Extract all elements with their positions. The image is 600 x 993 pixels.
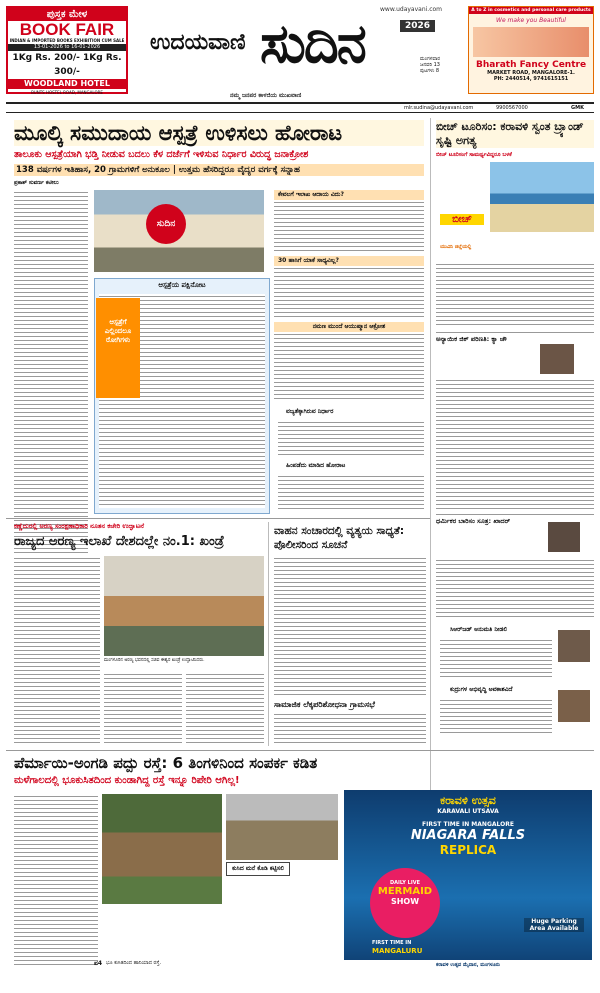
site-url[interactable]: www.udayavani.com bbox=[380, 6, 443, 13]
quote1-head: ವಜ್ಯತೆಕ್ಕಾಗಿರುವ ನಿರ್ಧಾರ bbox=[286, 408, 334, 415]
book-fair-dates: 13-01-2026 to 16-01-2026 bbox=[8, 44, 126, 51]
side-q3: ನಮಣ ಮುಂದೆ ಆಯುಷ್ಮಾನ ಆಕ್ರೋಶ bbox=[274, 322, 424, 332]
tagline: ನಮ್ಮ ಜನಪರ ಕಾಳಜಿಯ ಮುಖವಾಣಿ bbox=[230, 92, 302, 99]
first-time-in: FIRST TIME IN bbox=[372, 940, 412, 946]
masthead-bar bbox=[6, 102, 594, 113]
side-q2: 30 ಹಾಸಿಗೆ ಯಾಕೆ ಸಾಧ್ಯವಿಲ್ಲ? bbox=[274, 256, 424, 266]
side-q1-text bbox=[274, 200, 424, 252]
right-text2 bbox=[436, 378, 594, 510]
portrait-2 bbox=[548, 522, 580, 552]
right-text3 bbox=[436, 558, 594, 618]
story2-kicker: ಕಣ್ಣೆದುರಲ್ಲಿ ಅರಣ್ಯ ಸಂರಕ್ಷಣಾಧಿಕಾರಿ ನೂತನ ಕಚೇರಿ ಉದ್ಘಾಟನೆ bbox=[14, 522, 144, 530]
portrait-3 bbox=[558, 630, 590, 662]
quote-b-text bbox=[440, 698, 552, 734]
story4-box: ಕುಸಿದ ಮನೆ ಕೊಡಿ ಕಟ್ಟಿಸಲಿ bbox=[226, 862, 290, 876]
mermaid-text: MERMAID bbox=[377, 886, 433, 897]
book-fair-price: 1Kg Rs. 200/- 1Kg Rs. 300/- bbox=[12, 53, 122, 77]
ad-script: We make you Beautiful bbox=[496, 17, 566, 24]
book-fair-ad[interactable] bbox=[6, 6, 128, 94]
story4-caption: ಭೂ ಕುಸಿತದಿಂದ ಹಾನಿಯಾದ ರಸ್ತೆ. bbox=[106, 960, 162, 966]
right-subhead: ಬೀಚ್ ಟೂರಿಸಂಗೆ ಸಾಮರ್ಥ್ಯವಿದ್ದರೂ ಬಳಕೆ bbox=[436, 152, 512, 158]
story2-text-b bbox=[104, 672, 182, 746]
book-fair-venue: WOODLAND HOTEL bbox=[8, 79, 126, 89]
story3-text bbox=[274, 556, 426, 696]
story4-text bbox=[14, 794, 98, 966]
date-date: ಜನವರಿ 13 bbox=[420, 62, 440, 68]
quote-a-text bbox=[440, 638, 552, 678]
ad-top-line: A to Z in cosmetics and personal care products bbox=[469, 7, 593, 14]
mermaid-badge bbox=[370, 868, 440, 938]
first-time-line: FIRST TIME IN MANGALORE bbox=[422, 821, 514, 828]
right-byline: ಯುವಿನಿ ಜಿಲ್ಲೆಯಲ್ಲಿ bbox=[440, 244, 472, 250]
gmk-mark: GMK bbox=[571, 105, 584, 111]
story3-subhead: ಸಾಮಾಜಿಕ ಲೆಕ್ಕಪರಿಶೋಧನಾ ಗ್ರಾಮಸಭೆ bbox=[274, 700, 375, 709]
lead-byline: ಪ್ರಕಾಶ್ ಸುವರ್ಣ ಕಟೀಲು bbox=[14, 180, 59, 186]
ad-footer: ಕರಾವಳಿ ಉತ್ಸವ ಮೈದಾನ, ಮಂಗಳೂರು bbox=[344, 960, 592, 970]
ad-phone: PH: 2440514, 9741615151 bbox=[493, 76, 569, 82]
karavali-title-en: KARAVALI UTSAVA bbox=[437, 808, 499, 815]
quote1-text bbox=[278, 420, 424, 458]
replica-text: REPLICA bbox=[439, 843, 497, 857]
beach-tag: ಬೀಚ್ bbox=[440, 214, 484, 225]
portrait-4 bbox=[558, 690, 590, 722]
city: MANGALURU bbox=[372, 947, 423, 955]
right-text1 bbox=[436, 262, 594, 328]
fact-box-heading: ಆಸ್ಪತ್ರೆಯ ಪಕ್ಷಿನೋಟ bbox=[158, 281, 206, 289]
sudina-logo-badge: ಸುದಿನ bbox=[146, 204, 186, 244]
show-text: SHOW bbox=[390, 897, 420, 906]
section-rule-2 bbox=[6, 750, 594, 751]
bharath-fancy-ad[interactable] bbox=[468, 6, 594, 94]
karavali-ad[interactable] bbox=[344, 790, 592, 970]
paper-name-small: ಉದಯವಾಣಿ bbox=[150, 30, 246, 55]
date-pages: ಪುಟಗಳು 8 bbox=[420, 68, 440, 74]
beach-photo bbox=[490, 162, 594, 232]
niagara-text: NIAGARA FALLS bbox=[410, 828, 526, 843]
section-rule-1 bbox=[6, 518, 430, 519]
paper-name: ಸುದಿನ bbox=[260, 12, 365, 75]
right-headline: ಬೀಚ್ ಟೂರಿಸಂ: ಕರಾವಳಿ ಸ್ವಂತ ಬ್ರ್ಯಾಂಡ್ ಸೃಷ್ಟಿ ಅಗತ್ಯ bbox=[436, 120, 594, 148]
lead-strap: 138 ವರ್ಷಗಳ ಇತಿಹಾಸ, 20 ಗ್ರಾಮಗಳಿಗೆ ಅನುಕೂಲ | ಉತ್ತಮ ಹೆಸರಿದ್ದರೂ ವೈದ್ಯರ ವರ್ಗಕ್ಕೆ ಸನ್ನಾಹ bbox=[14, 164, 424, 176]
ad-image bbox=[473, 27, 589, 57]
dharmika-head: ಧರ್ಮಿಕರ ಬಾರಿಸಂ ಸೂತ್ರ: ಖಾದರ್ bbox=[436, 514, 594, 526]
story2-caption: ಮಂಗಳೂರಿನ ಅರಣ್ಯ ಭವನದಲ್ಲಿ ಸಚಿವ ಈಶ್ವರ ಖಂಡ್ರೆ ಉದ್ಘಾಟಿಸಿದರು. bbox=[104, 658, 205, 663]
ad-name: Bharath Fancy Centre bbox=[475, 60, 587, 70]
parking-text: Huge Parking Area Available bbox=[524, 918, 584, 932]
side-q1: ಕೇವಲಗೆ ಇಲಾಖ ಆದಾಯ ವಿದು? bbox=[274, 190, 424, 200]
story4-subhead: ಮಳೆಗಾಲದಲ್ಲಿ ಭೂಕುಸಿತದಿಂದ ಕುಂಡಾಗಿದ್ದ ರಸ್ತೆ ಇನ್ನೂ ರಿಪೇರಿ ಆಗಿಲ್ಲ! bbox=[14, 775, 240, 786]
story2-photo bbox=[104, 556, 264, 656]
story2-text-a bbox=[14, 556, 100, 746]
highlight-box: ಆಸ್ಪತ್ರೆಗೆ ಎಲ್ಲಿಂದಲೂ ರೋಗಿಗಳು bbox=[96, 298, 140, 398]
right-box-head: ಅನ್ಯಾಯಿಕ ಜಿಕ್ ಪರಿಣತಿ: ಕ್ಯಾ ಚೌ bbox=[436, 332, 594, 344]
ad-address: MARKET ROAD, MANGALORE-1. bbox=[487, 70, 575, 76]
quote-b: ಕುದ್ರುಗಳ ಅಭಿವೃದ್ಧಿ ಅವಕಾಶವಿದೆ bbox=[450, 686, 513, 693]
phone: 9900567000 bbox=[496, 105, 528, 111]
portrait-1 bbox=[540, 344, 574, 374]
quote2-head: ಹಿಂಪಡೆದು ಮಾಡಿದ ಹೋರಾಟ bbox=[286, 462, 346, 469]
story4-photo bbox=[102, 794, 222, 904]
story2-headline: ರಾಜ್ಯದ ಅರಣ್ಯ ಇಲಾಖೆ ದೇಶದಲ್ಲೇ ನಂ.1: ಖಂಡ್ರೆ bbox=[14, 534, 225, 549]
page-number: ಪ4 bbox=[94, 960, 103, 967]
quote2-text bbox=[278, 474, 424, 510]
book-fair-address: BUNTS HOSTEL ROAD, MANGALORE bbox=[31, 90, 103, 95]
book-fair-subtitle: INDIAN & IMPORTED BOOKS EXHIBITION CUM SALE bbox=[9, 38, 125, 43]
lead-headline: ಮೂಲ್ಕಿ ಸಮುದಾಯ ಆಸ್ಪತ್ರೆ ಉಳಿಸಲು ಹೋರಾಟ bbox=[14, 120, 424, 146]
date-day: ಮಂಗಳವಾರ bbox=[420, 56, 441, 62]
lead-subhead: ತಾಲೂಕು ಆಸ್ಪತ್ರೆಯಾಗಿ ಭಡ್ತಿ ನೀಡುವ ಬದಲು ಕೆಳ ದರ್ಜೆಗೆ ಇಳಿಸುವ ನಿರ್ಧಾರ ವಿರುದ್ಧ ಜನಾಕ್ರೋಶ bbox=[14, 149, 309, 160]
story3-text2 bbox=[274, 712, 426, 746]
email[interactable]: mlr.sudina@udayavani.com bbox=[404, 105, 474, 111]
karavali-title: ಕರಾವಳಿ ಉತ್ಸವ bbox=[440, 794, 496, 807]
book-fair-title: BOOK FAIR bbox=[19, 20, 115, 39]
quote-a: ಸಿಆರ್‌ಜಡ್‌ ಅನುಮತಿ ನೀಡಲಿ bbox=[450, 626, 508, 633]
book-fair-top: ಪುಸ್ತಕ ಮೇಳ bbox=[8, 8, 126, 21]
story2-text-c bbox=[186, 672, 264, 746]
story3-headline: ವಾಹನ ಸಂಚಾರದಲ್ಲಿ ವ್ಯತ್ಯಯ ಸಾಧ್ಯತೆ: ಪೊಲೀಸರಿಂದ ಸೂಚನೆ bbox=[274, 525, 405, 551]
story4-photo2 bbox=[226, 794, 338, 860]
story3-rule bbox=[268, 522, 269, 746]
year-badge: 2026 bbox=[400, 20, 435, 32]
story4-headline: ಪೆರ್ಮಾಯಿ-ಅಂಗಡಿ ಪದ್ಪು ರಸ್ತೆ: 6 ತಿಂಗಳಿನಿಂದ ಸಂಪರ್ಕ ಕಡಿತ bbox=[14, 754, 318, 772]
date-block bbox=[420, 56, 462, 74]
show-daily: DAILY LIVE bbox=[390, 880, 420, 886]
side-q2-text bbox=[274, 266, 424, 318]
side-q3-text bbox=[274, 332, 424, 402]
